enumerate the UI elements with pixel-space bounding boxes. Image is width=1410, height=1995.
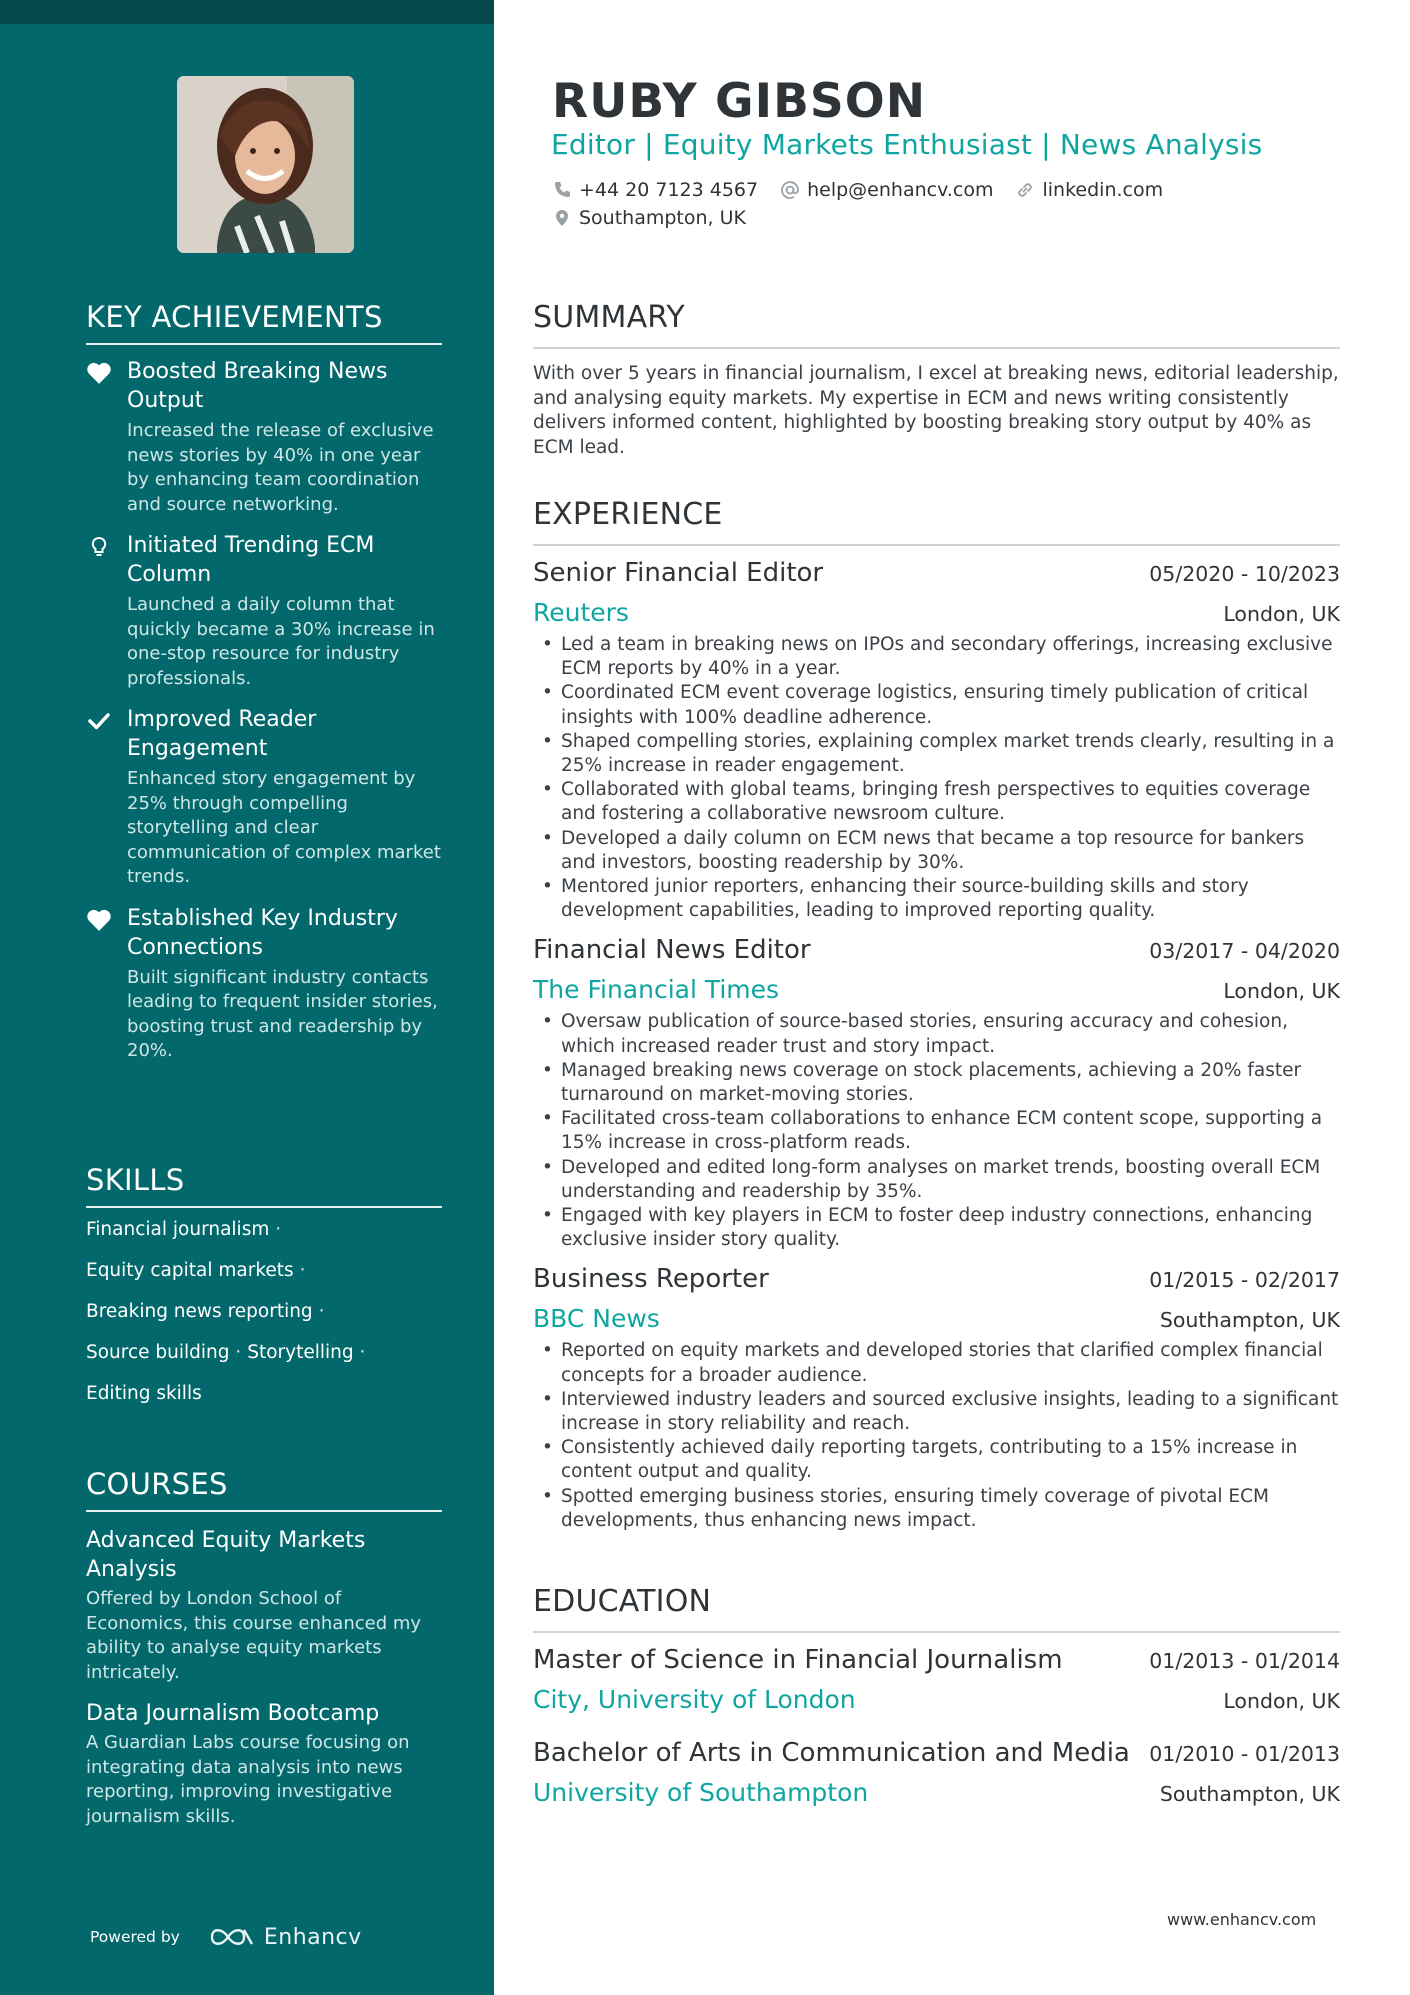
job-title: Business Reporter [533,1264,769,1295]
job-title: Senior Financial Editor [533,558,824,588]
job-bullet: • Mentored junior reporters, enhancing their source-building skills and story development capabilities, leading to improved reporting quality. [533,875,1340,923]
heart-icon [86,908,112,932]
job-entry [533,558,1340,923]
achievement-desc: Launched a daily column that quickly became a 30% increase in one-stop resource for industry professionals. [127,594,435,689]
achievement-desc: Increased the release of exclusive news stories by 40% in one year by enhancing team coordination and source networking. [127,420,434,515]
education-location: London, UK [1223,1689,1340,1713]
job-bullet: • Oversaw publication of source-based stories, ensuring accuracy and cohesion, which increased reader trust and story impact. [533,1010,1340,1058]
profile-photo [177,76,354,253]
education-section [533,1584,1340,1807]
job-bullet: • Consistently achieved daily reporting targets, contributing to a 15% increase in content output and quality. [533,1436,1340,1484]
job-bullet: • Led a team in breaking news on IPOs and secondary offerings, increasing exclusive ECM reports by 40% in a year. [533,633,1340,681]
job-bullet: • Managed breaking news coverage on stock placements, achieving a 20% faster turnaround on market-moving stories. [533,1059,1340,1107]
job-bullet: • Coordinated ECM event coverage logistics, ensuring timely publication of critical insights with 100% deadline adherence. [533,681,1340,729]
education-dates: 01/2010 - 01/2013 [1149,1742,1340,1766]
achievement-title: Established Key Industry Connections [127,905,398,960]
footer-website-link[interactable]: www.enhancv.com [1167,1910,1317,1929]
skill-item: Financial journalism · [86,1219,282,1240]
achievement-desc: Enhanced story engagement by 25% through compelling storytelling and clear communication of complex market trends. [127,768,441,887]
job-bullet: • Interviewed industry leaders and sourced exclusive insights, leading to a significant increase in story reliability and reach. [533,1388,1340,1436]
job-bullet: • Facilitated cross-team collaborations to enhance ECM content scope, supporting a 15% increase in cross-platform reads. [533,1107,1340,1155]
heart-icon [86,361,112,385]
location-contact [552,207,746,229]
job-bullet: • Collaborated with global teams, bringing fresh perspectives to equities coverage and fostering a collaborative newsroom culture. [533,778,1340,826]
check-icon [86,709,112,733]
skill-item: Breaking news reporting · [86,1301,325,1322]
job-bullet: • Reported on equity markets and developed stories that clarified complex financial concepts for a broader audience. [533,1339,1340,1387]
linkedin-text: linkedin.com [1042,179,1164,201]
education-heading: EDUCATION [533,1584,1340,1633]
summary-heading: SUMMARY [533,300,1340,349]
job-bullets [533,1010,1340,1252]
powered-by[interactable] [90,1924,362,1950]
lightbulb-icon [86,535,112,559]
location-pin-icon [552,208,572,228]
skills-section [86,1163,442,1423]
job-dates: 05/2020 - 10/2023 [1149,562,1340,586]
job-entry [533,1264,1340,1533]
job-location: Southampton, UK [1159,1308,1340,1333]
job-location: London, UK [1223,979,1340,1004]
skills-list [86,1218,442,1406]
achievement-desc: Built significant industry contacts leading to frequent insider stories, boosting trust and readership by 20%. [127,966,438,1061]
course-title: Data Journalism Bootcamp [86,1701,380,1726]
achievements-section [86,300,442,1064]
candidate-headline: Editor | Equity Markets Enthusiast | News Analysis [551,128,1263,161]
education-degree: Master of Science in Financial Journalism [533,1645,1063,1675]
achievement-item [86,531,442,691]
job-bullets [533,633,1340,923]
job-bullet: • Shaped compelling stories, explaining complex market trends clearly, resulting in a 25% increase in reader engagement. [533,730,1340,778]
achievements-heading: KEY ACHIEVEMENTS [86,300,442,345]
courses-section [86,1467,442,1829]
link-icon [1015,180,1035,200]
course-item [86,1699,442,1829]
job-location: London, UK [1223,602,1340,626]
achievement-item [86,904,442,1064]
education-school: City, University of London [533,1685,856,1714]
job-dates: 03/2017 - 04/2020 [1149,939,1340,964]
job-company: Reuters [533,598,629,627]
skill-item: Equity capital markets · [86,1260,306,1281]
education-dates: 01/2013 - 01/2014 [1149,1649,1340,1673]
job-bullet: • Engaged with key players in ECM to foster deep industry connections, enhancing exclusive insider story quality. [533,1204,1340,1252]
enhancv-logo[interactable] [208,1924,362,1950]
course-desc: Offered by London School of Economics, this course enhanced my ability to analyse equity markets intricately. [86,1588,422,1683]
phone-icon [552,180,572,200]
job-company: The Financial Times [533,975,780,1005]
candidate-name: RUBY GIBSON [552,74,927,129]
job-bullet: • Developed a daily column on ECM news that became a top resource for bankers and investors, boosting readership by 30%. [533,827,1340,875]
course-item [86,1526,442,1685]
job-company: BBC News [533,1304,660,1334]
course-desc: A Guardian Labs course focusing on integrating data analysis into news reporting, improving investigative journalism skills. [86,1732,410,1827]
phone-contact[interactable] [552,179,758,201]
achievement-item [86,357,442,517]
education-degree: Bachelor of Arts in Communication and Media [533,1738,1130,1768]
contact-info [552,176,1185,232]
achievement-item [86,705,442,890]
education-location: Southampton, UK [1159,1782,1340,1806]
enhancv-logo-icon [208,1924,256,1950]
skill-item: Source building · Storytelling · [86,1342,366,1363]
profile-photo-illustration [177,76,354,253]
job-bullet: • Spotted emerging business stories, ensuring timely coverage of pivotal ECM developments, thus enhancing news impact. [533,1485,1340,1533]
at-icon [780,180,800,200]
email-text: help@enhancv.com [807,179,994,201]
linkedin-contact[interactable] [1015,179,1163,201]
powered-by-label: Powered by [90,1928,180,1946]
achievement-title: Initiated Trending ECM Column [127,533,375,587]
achievement-title: Improved Reader Engagement [127,707,317,761]
summary-text: With over 5 years in financial journalism, I excel at breaking news, editorial leadership, and analysing equity markets. My expertise in ECM and news writing consistently delivers informed content, highlighted by boosting breaking story output by 40% as ECM lead. [533,363,1339,458]
courses-heading: COURSES [86,1467,442,1512]
job-entry [533,935,1340,1252]
achievement-title: Boosted Breaking News Output [127,359,388,413]
enhancv-logo-text: Enhancv [263,1924,362,1950]
email-contact[interactable] [780,179,993,201]
education-school: University of Southampton [533,1778,869,1807]
job-title: Financial News Editor [533,935,811,966]
education-entry [533,1645,1340,1714]
phone-text: +44 20 7123 4567 [579,179,759,201]
education-entry [533,1738,1340,1807]
job-bullet: • Developed and edited long-form analyses on market trends, boosting overall ECM understanding and readership by 35%. [533,1156,1340,1204]
sidebar [0,0,494,1995]
summary-section [533,300,1340,460]
skills-heading: SKILLS [86,1163,442,1208]
job-dates: 01/2015 - 02/2017 [1149,1268,1340,1293]
skill-item: Editing skills [86,1383,202,1404]
location-text: Southampton, UK [579,207,746,229]
job-bullets [533,1339,1340,1533]
experience-heading: EXPERIENCE [533,497,1340,546]
course-title: Advanced Equity Markets Analysis [86,1528,366,1582]
sidebar-top-bar [0,0,494,24]
experience-section [533,497,1340,1533]
